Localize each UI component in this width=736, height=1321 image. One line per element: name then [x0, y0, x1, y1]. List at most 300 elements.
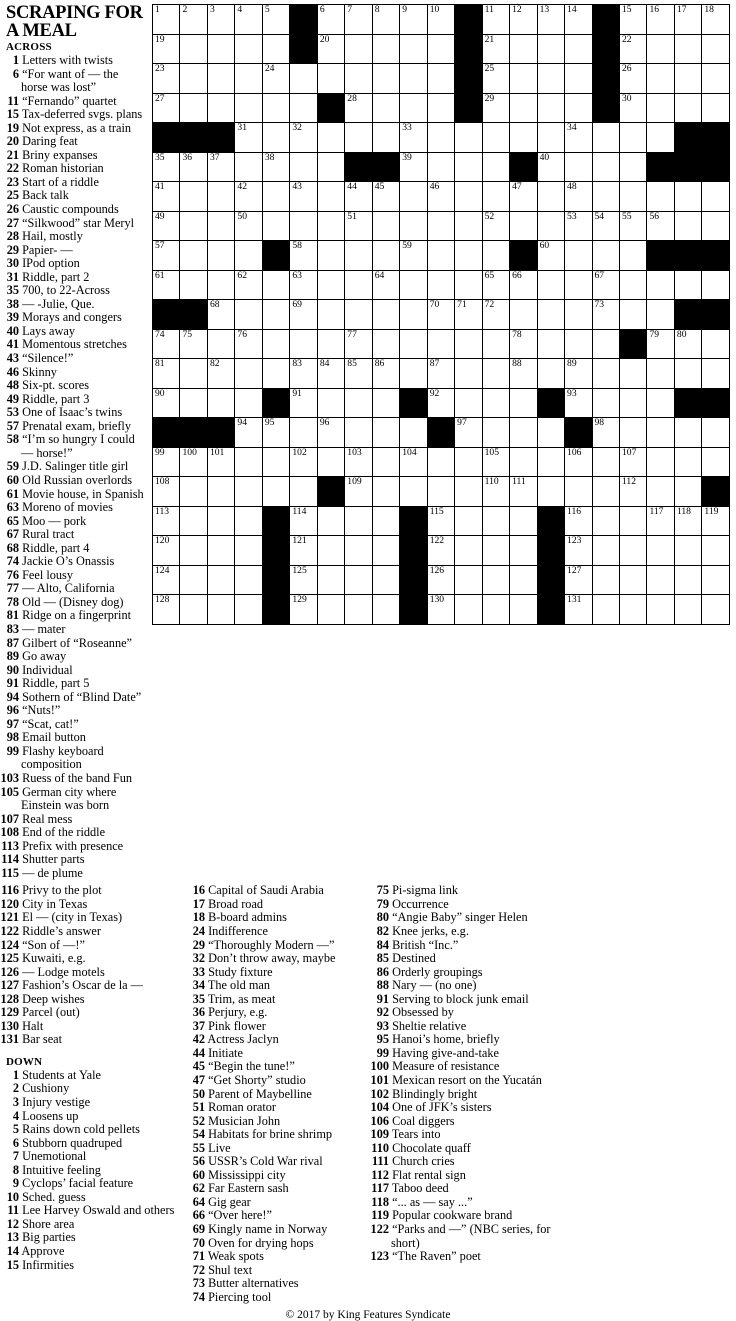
grid-cell[interactable]: [235, 536, 262, 566]
grid-cell[interactable]: [180, 595, 207, 625]
grid-cell[interactable]: [317, 123, 344, 153]
grid-cell[interactable]: [455, 447, 482, 477]
grid-cell[interactable]: [702, 182, 730, 212]
grid-cell[interactable]: [235, 300, 262, 330]
grid-cell[interactable]: [153, 477, 180, 507]
grid-cell[interactable]: [455, 123, 482, 153]
grid-cell[interactable]: [537, 241, 564, 271]
grid-cell[interactable]: [537, 93, 564, 123]
grid-cell[interactable]: [537, 152, 564, 182]
grid-cell[interactable]: [510, 565, 537, 595]
grid-cell[interactable]: [619, 182, 646, 212]
grid-cell[interactable]: [235, 506, 262, 536]
grid-cell[interactable]: [372, 5, 399, 35]
grid-cell[interactable]: [235, 359, 262, 389]
grid-cell[interactable]: [153, 565, 180, 595]
grid-cell[interactable]: [674, 270, 701, 300]
grid-cell[interactable]: [180, 93, 207, 123]
crossword-grid[interactable]: [152, 4, 730, 625]
grid-cell[interactable]: [180, 5, 207, 35]
grid-cell[interactable]: [207, 595, 234, 625]
grid-cell[interactable]: [180, 506, 207, 536]
grid-cell[interactable]: [702, 64, 730, 94]
grid-cell[interactable]: [400, 182, 427, 212]
grid-cell[interactable]: [482, 34, 509, 64]
grid-cell[interactable]: [400, 241, 427, 271]
grid-cell[interactable]: [317, 211, 344, 241]
grid-cell[interactable]: [455, 565, 482, 595]
grid-cell[interactable]: [592, 182, 619, 212]
grid-cell[interactable]: [262, 359, 289, 389]
grid-cell[interactable]: [592, 152, 619, 182]
grid-cell[interactable]: [345, 64, 372, 94]
grid-cell[interactable]: [400, 123, 427, 153]
grid-cell[interactable]: [510, 447, 537, 477]
grid-cell[interactable]: [400, 477, 427, 507]
grid-cell[interactable]: [372, 241, 399, 271]
grid-cell[interactable]: [290, 565, 317, 595]
grid-cell[interactable]: [290, 506, 317, 536]
grid-cell[interactable]: [345, 506, 372, 536]
grid-cell[interactable]: [702, 270, 730, 300]
grid-cell[interactable]: [290, 182, 317, 212]
grid-cell[interactable]: [510, 595, 537, 625]
grid-cell[interactable]: [619, 506, 646, 536]
grid-cell[interactable]: [290, 93, 317, 123]
grid-cell[interactable]: [317, 388, 344, 418]
grid-cell[interactable]: [153, 93, 180, 123]
grid-cell[interactable]: [674, 182, 701, 212]
grid-cell[interactable]: [207, 565, 234, 595]
grid-cell[interactable]: [537, 359, 564, 389]
grid-cell[interactable]: [537, 182, 564, 212]
grid-cell[interactable]: [510, 477, 537, 507]
grid-cell[interactable]: [153, 152, 180, 182]
grid-cell[interactable]: [345, 34, 372, 64]
grid-cell[interactable]: [565, 93, 592, 123]
grid-cell[interactable]: [262, 123, 289, 153]
grid-cell[interactable]: [345, 300, 372, 330]
grid-cell[interactable]: [537, 477, 564, 507]
grid-cell[interactable]: [235, 565, 262, 595]
grid-cell[interactable]: [153, 241, 180, 271]
grid-cell[interactable]: [400, 93, 427, 123]
grid-cell[interactable]: [482, 182, 509, 212]
grid-cell[interactable]: [674, 329, 701, 359]
grid-cell[interactable]: [207, 536, 234, 566]
grid-cell[interactable]: [455, 241, 482, 271]
grid-cell[interactable]: [455, 152, 482, 182]
grid-cell[interactable]: [674, 211, 701, 241]
grid-cell[interactable]: [592, 595, 619, 625]
grid-cell[interactable]: [565, 34, 592, 64]
grid-cell[interactable]: [153, 64, 180, 94]
grid-cell[interactable]: [372, 359, 399, 389]
grid-cell[interactable]: [400, 329, 427, 359]
grid-cell[interactable]: [262, 152, 289, 182]
grid-cell[interactable]: [702, 418, 730, 448]
grid-cell[interactable]: [565, 5, 592, 35]
grid-cell[interactable]: [345, 595, 372, 625]
grid-cell[interactable]: [207, 477, 234, 507]
grid-cell[interactable]: [427, 300, 454, 330]
grid-cell[interactable]: [262, 477, 289, 507]
grid-cell[interactable]: [372, 329, 399, 359]
grid-cell[interactable]: [565, 241, 592, 271]
grid-cell[interactable]: [674, 64, 701, 94]
grid-cell[interactable]: [482, 388, 509, 418]
grid-cell[interactable]: [400, 152, 427, 182]
grid-cell[interactable]: [317, 241, 344, 271]
grid-cell[interactable]: [207, 300, 234, 330]
grid-cell[interactable]: [372, 34, 399, 64]
grid-cell[interactable]: [482, 64, 509, 94]
grid-cell[interactable]: [510, 5, 537, 35]
grid-cell[interactable]: [427, 93, 454, 123]
grid-cell[interactable]: [262, 34, 289, 64]
grid-cell[interactable]: [592, 447, 619, 477]
grid-cell[interactable]: [455, 477, 482, 507]
grid-cell[interactable]: [619, 93, 646, 123]
grid-cell[interactable]: [565, 595, 592, 625]
grid-cell[interactable]: [537, 123, 564, 153]
grid-cell[interactable]: [619, 388, 646, 418]
grid-cell[interactable]: [262, 5, 289, 35]
grid-cell[interactable]: [619, 595, 646, 625]
grid-cell[interactable]: [180, 241, 207, 271]
grid-cell[interactable]: [537, 329, 564, 359]
grid-cell[interactable]: [510, 388, 537, 418]
grid-cell[interactable]: [345, 182, 372, 212]
grid-cell[interactable]: [153, 536, 180, 566]
grid-cell[interactable]: [565, 300, 592, 330]
grid-cell[interactable]: [317, 536, 344, 566]
grid-cell[interactable]: [262, 418, 289, 448]
grid-cell[interactable]: [592, 211, 619, 241]
grid-cell[interactable]: [565, 447, 592, 477]
grid-cell[interactable]: [153, 388, 180, 418]
grid-cell[interactable]: [427, 565, 454, 595]
grid-cell[interactable]: [235, 182, 262, 212]
grid-cell[interactable]: [207, 506, 234, 536]
grid-cell[interactable]: [455, 506, 482, 536]
grid-cell[interactable]: [207, 5, 234, 35]
grid-cell[interactable]: [482, 506, 509, 536]
grid-cell[interactable]: [290, 359, 317, 389]
grid-cell[interactable]: [153, 270, 180, 300]
grid-cell[interactable]: [427, 182, 454, 212]
grid-cell[interactable]: [235, 447, 262, 477]
grid-cell[interactable]: [290, 270, 317, 300]
grid-cell[interactable]: [180, 329, 207, 359]
grid-cell[interactable]: [427, 477, 454, 507]
grid-cell[interactable]: [427, 123, 454, 153]
grid-cell[interactable]: [235, 388, 262, 418]
grid-cell[interactable]: [207, 270, 234, 300]
grid-cell[interactable]: [455, 329, 482, 359]
grid-cell[interactable]: [207, 359, 234, 389]
grid-cell[interactable]: [510, 300, 537, 330]
grid-cell[interactable]: [372, 565, 399, 595]
grid-cell[interactable]: [647, 595, 674, 625]
grid-cell[interactable]: [537, 34, 564, 64]
grid-cell[interactable]: [592, 477, 619, 507]
grid-cell[interactable]: [647, 329, 674, 359]
grid-cell[interactable]: [207, 388, 234, 418]
grid-cell[interactable]: [702, 359, 730, 389]
grid-cell[interactable]: [345, 447, 372, 477]
grid-cell[interactable]: [207, 93, 234, 123]
grid-cell[interactable]: [619, 34, 646, 64]
grid-cell[interactable]: [207, 211, 234, 241]
grid-cell[interactable]: [427, 447, 454, 477]
grid-cell[interactable]: [455, 270, 482, 300]
grid-cell[interactable]: [235, 595, 262, 625]
grid-cell[interactable]: [345, 329, 372, 359]
grid-cell[interactable]: [427, 536, 454, 566]
grid-cell[interactable]: [619, 477, 646, 507]
grid-cell[interactable]: [537, 64, 564, 94]
grid-cell[interactable]: [565, 211, 592, 241]
grid-cell[interactable]: [427, 270, 454, 300]
grid-cell[interactable]: [317, 152, 344, 182]
grid-cell[interactable]: [702, 565, 730, 595]
grid-cell[interactable]: [427, 329, 454, 359]
grid-cell[interactable]: [235, 211, 262, 241]
grid-cell[interactable]: [537, 447, 564, 477]
grid-cell[interactable]: [317, 565, 344, 595]
grid-cell[interactable]: [153, 506, 180, 536]
grid-cell[interactable]: [674, 595, 701, 625]
grid-cell[interactable]: [674, 506, 701, 536]
grid-cell[interactable]: [372, 64, 399, 94]
grid-cell[interactable]: [455, 211, 482, 241]
grid-cell[interactable]: [180, 477, 207, 507]
grid-cell[interactable]: [510, 418, 537, 448]
grid-cell[interactable]: [702, 5, 730, 35]
grid-cell[interactable]: [180, 270, 207, 300]
grid-cell[interactable]: [482, 93, 509, 123]
grid-cell[interactable]: [153, 329, 180, 359]
grid-cell[interactable]: [647, 536, 674, 566]
grid-cell[interactable]: [372, 211, 399, 241]
grid-cell[interactable]: [565, 477, 592, 507]
grid-cell[interactable]: [372, 93, 399, 123]
grid-cell[interactable]: [317, 418, 344, 448]
grid-cell[interactable]: [400, 211, 427, 241]
grid-cell[interactable]: [153, 5, 180, 35]
grid-cell[interactable]: [290, 300, 317, 330]
grid-cell[interactable]: [317, 64, 344, 94]
grid-cell[interactable]: [647, 93, 674, 123]
grid-cell[interactable]: [619, 5, 646, 35]
grid-cell[interactable]: [207, 447, 234, 477]
grid-cell[interactable]: [400, 300, 427, 330]
grid-cell[interactable]: [262, 300, 289, 330]
grid-cell[interactable]: [510, 93, 537, 123]
grid-cell[interactable]: [482, 211, 509, 241]
grid-cell[interactable]: [510, 329, 537, 359]
grid-cell[interactable]: [482, 329, 509, 359]
grid-cell[interactable]: [592, 565, 619, 595]
grid-cell[interactable]: [647, 418, 674, 448]
grid-cell[interactable]: [207, 241, 234, 271]
grid-cell[interactable]: [235, 5, 262, 35]
grid-cell[interactable]: [180, 536, 207, 566]
grid-cell[interactable]: [235, 34, 262, 64]
grid-cell[interactable]: [482, 565, 509, 595]
grid-cell[interactable]: [702, 447, 730, 477]
grid-cell[interactable]: [372, 418, 399, 448]
grid-cell[interactable]: [455, 300, 482, 330]
grid-cell[interactable]: [592, 359, 619, 389]
grid-cell[interactable]: [180, 152, 207, 182]
grid-cell[interactable]: [619, 241, 646, 271]
grid-cell[interactable]: [592, 241, 619, 271]
grid-cell[interactable]: [592, 536, 619, 566]
grid-cell[interactable]: [619, 565, 646, 595]
grid-cell[interactable]: [565, 506, 592, 536]
grid-cell[interactable]: [510, 34, 537, 64]
grid-cell[interactable]: [262, 329, 289, 359]
grid-cell[interactable]: [317, 182, 344, 212]
grid-cell[interactable]: [647, 211, 674, 241]
grid-cell[interactable]: [619, 300, 646, 330]
grid-cell[interactable]: [482, 595, 509, 625]
grid-cell[interactable]: [592, 270, 619, 300]
grid-cell[interactable]: [427, 506, 454, 536]
grid-cell[interactable]: [427, 388, 454, 418]
grid-cell[interactable]: [537, 5, 564, 35]
grid-cell[interactable]: [647, 5, 674, 35]
grid-cell[interactable]: [647, 477, 674, 507]
grid-cell[interactable]: [674, 536, 701, 566]
grid-cell[interactable]: [345, 241, 372, 271]
grid-cell[interactable]: [317, 447, 344, 477]
grid-cell[interactable]: [372, 300, 399, 330]
grid-cell[interactable]: [372, 536, 399, 566]
grid-cell[interactable]: [565, 182, 592, 212]
grid-cell[interactable]: [372, 123, 399, 153]
grid-cell[interactable]: [372, 270, 399, 300]
grid-cell[interactable]: [207, 64, 234, 94]
grid-cell[interactable]: [400, 34, 427, 64]
grid-cell[interactable]: [400, 359, 427, 389]
grid-cell[interactable]: [262, 182, 289, 212]
grid-cell[interactable]: [372, 477, 399, 507]
grid-cell[interactable]: [317, 270, 344, 300]
grid-cell[interactable]: [647, 123, 674, 153]
grid-cell[interactable]: [317, 5, 344, 35]
grid-cell[interactable]: [510, 123, 537, 153]
grid-cell[interactable]: [180, 182, 207, 212]
grid-cell[interactable]: [262, 270, 289, 300]
grid-cell[interactable]: [427, 241, 454, 271]
grid-cell[interactable]: [592, 388, 619, 418]
grid-cell[interactable]: [647, 447, 674, 477]
grid-cell[interactable]: [619, 123, 646, 153]
grid-cell[interactable]: [482, 300, 509, 330]
grid-cell[interactable]: [674, 359, 701, 389]
grid-cell[interactable]: [565, 123, 592, 153]
grid-cell[interactable]: [153, 359, 180, 389]
grid-cell[interactable]: [180, 64, 207, 94]
grid-cell[interactable]: [345, 93, 372, 123]
grid-cell[interactable]: [619, 211, 646, 241]
grid-cell[interactable]: [235, 123, 262, 153]
grid-cell[interactable]: [400, 64, 427, 94]
grid-cell[interactable]: [153, 34, 180, 64]
grid-cell[interactable]: [510, 211, 537, 241]
grid-cell[interactable]: [427, 64, 454, 94]
grid-cell[interactable]: [290, 211, 317, 241]
grid-cell[interactable]: [619, 359, 646, 389]
grid-cell[interactable]: [153, 182, 180, 212]
grid-cell[interactable]: [482, 536, 509, 566]
grid-cell[interactable]: [565, 388, 592, 418]
grid-cell[interactable]: [674, 5, 701, 35]
grid-cell[interactable]: [674, 93, 701, 123]
grid-cell[interactable]: [317, 300, 344, 330]
grid-cell[interactable]: [180, 565, 207, 595]
grid-cell[interactable]: [592, 123, 619, 153]
grid-cell[interactable]: [565, 152, 592, 182]
grid-cell[interactable]: [702, 329, 730, 359]
grid-cell[interactable]: [290, 152, 317, 182]
grid-cell[interactable]: [290, 595, 317, 625]
grid-cell[interactable]: [290, 418, 317, 448]
grid-cell[interactable]: [619, 536, 646, 566]
grid-cell[interactable]: [345, 565, 372, 595]
grid-cell[interactable]: [372, 388, 399, 418]
grid-cell[interactable]: [510, 359, 537, 389]
grid-cell[interactable]: [290, 477, 317, 507]
grid-cell[interactable]: [262, 64, 289, 94]
grid-cell[interactable]: [702, 34, 730, 64]
grid-cell[interactable]: [647, 64, 674, 94]
grid-cell[interactable]: [372, 447, 399, 477]
grid-cell[interactable]: [647, 300, 674, 330]
grid-cell[interactable]: [647, 270, 674, 300]
grid-cell[interactable]: [427, 152, 454, 182]
grid-cell[interactable]: [592, 506, 619, 536]
grid-cell[interactable]: [153, 211, 180, 241]
grid-cell[interactable]: [317, 34, 344, 64]
grid-cell[interactable]: [317, 506, 344, 536]
grid-cell[interactable]: [427, 359, 454, 389]
grid-cell[interactable]: [153, 447, 180, 477]
grid-cell[interactable]: [455, 418, 482, 448]
grid-cell[interactable]: [235, 152, 262, 182]
grid-cell[interactable]: [345, 536, 372, 566]
grid-cell[interactable]: [537, 418, 564, 448]
grid-cell[interactable]: [702, 506, 730, 536]
grid-cell[interactable]: [262, 447, 289, 477]
grid-cell[interactable]: [235, 477, 262, 507]
grid-cell[interactable]: [290, 388, 317, 418]
grid-cell[interactable]: [235, 270, 262, 300]
grid-cell[interactable]: [207, 34, 234, 64]
grid-cell[interactable]: [317, 595, 344, 625]
grid-cell[interactable]: [345, 211, 372, 241]
grid-cell[interactable]: [592, 418, 619, 448]
grid-cell[interactable]: [619, 64, 646, 94]
grid-cell[interactable]: [400, 5, 427, 35]
grid-cell[interactable]: [262, 93, 289, 123]
grid-cell[interactable]: [427, 595, 454, 625]
grid-cell[interactable]: [674, 34, 701, 64]
grid-cell[interactable]: [647, 34, 674, 64]
